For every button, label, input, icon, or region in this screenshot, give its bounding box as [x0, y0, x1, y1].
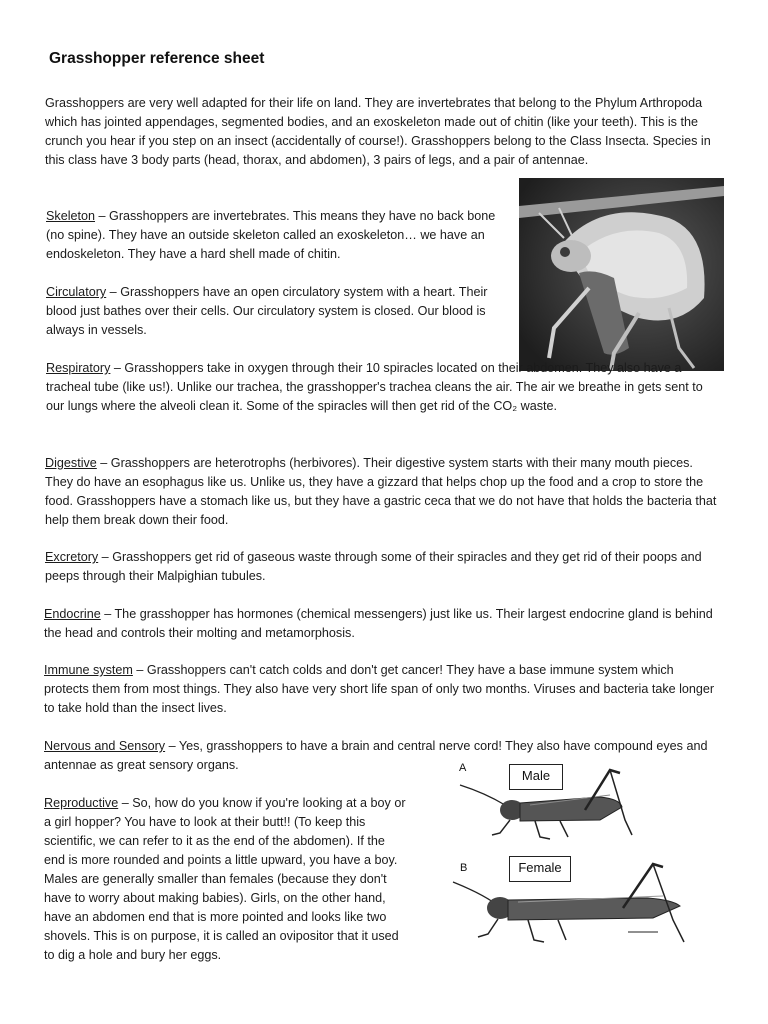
skeleton-text: – Grasshoppers are invertebrates. This means they have no back bone (no spine). They have an outside skeleton called an exoskeleton… we have an endoskeleton. They have a hard shell made of chitin.: [46, 209, 496, 261]
grasshopper-photo-icon: [519, 178, 724, 371]
female-label-box: Female: [509, 856, 571, 882]
reproductive-text: – So, how do you know if you're looking at a boy or a girl hopper? You have to look at their butt!! (To keep this scientific, we can refer to it as the end of the abdomen). If the end is more rounded and points a little upward, you have a boy. Males are generally smaller than females (because they don't have to worry about making babies). Girls, on the other hand, have an abdomen end that is more pointed and looks like two shovels. This is on purpose, it is called an ovipositor that it used to dig a hole and bury her eggs.: [44, 796, 406, 962]
excretory-paragraph: [45, 548, 717, 586]
digestive-heading: Digestive: [45, 456, 97, 470]
endocrine-paragraph: [44, 605, 716, 643]
nervous-heading: Nervous and Sensory: [44, 739, 166, 753]
grasshopper-photo: [519, 178, 724, 371]
immune-paragraph: [44, 661, 716, 718]
reproductive-heading: Reproductive: [44, 796, 119, 810]
endocrine-text: – The grasshopper has hormones (chemical messengers) just like us. Their largest endocrine gland is behind the head and controls their molting and metamorphosis.: [44, 607, 713, 640]
nervous-text: – Yes, grasshoppers to have a brain and central nerve cord! They also have compound eyes and antennae as great sensory organs.: [44, 739, 708, 772]
figure-letter-b: B: [460, 862, 468, 874]
male-label-box: Male: [509, 764, 563, 790]
respiratory-paragraph: [46, 359, 716, 416]
digestive-text: – Grasshoppers are heterotrophs (herbivores). Their digestive system starts with their many mouth pieces. They do have an esophagus like us. Unlike us, they have a gizzard that helps chop up the food and a crop to store the food. Grasshoppers have a stomach like us, but they have a gastric ceca that we do not have that holds the bacteria that help them break down their food.: [45, 456, 717, 527]
respiratory-text: – Grasshoppers take in oxygen through their 10 spiracles located on their abdomen. They also have a tracheal tube (like us!). Unlike our trachea, the grasshopper's trachea cleans the air. The air we breathe in gets sent to our lungs where the alveoli clean it. Some of the spiracles will then get rid of the CO₂ waste.: [46, 361, 703, 413]
circulatory-text: – Grasshoppers have an open circulatory system with a heart. Their blood just bathes over their cells. Our circulatory system is closed. Our blood is always in vessels.: [46, 285, 488, 337]
page-title: Grasshopper reference sheet: [49, 50, 265, 67]
male-grasshopper-drawing-icon: [450, 765, 640, 845]
circulatory-paragraph: [46, 283, 514, 340]
female-grasshopper-drawing-icon: [448, 862, 688, 947]
digestive-paragraph: [45, 454, 720, 530]
immune-text: – Grasshoppers can't catch colds and don't get cancer! They have a base immune system which protects them from most things. They also have very short life span of only two months. Viruses and bacteria take longer to take hold than the insect lives.: [44, 663, 715, 715]
excretory-text: – Grasshoppers get rid of gaseous waste through some of their spiracles and they get rid of their poops and peeps through their Malpighian tubules.: [45, 550, 702, 583]
excretory-heading: Excretory: [45, 550, 99, 564]
figure-letter-a: A: [459, 762, 467, 774]
respiratory-heading: Respiratory: [46, 361, 111, 375]
endocrine-heading: Endocrine: [44, 607, 101, 621]
skeleton-paragraph: [46, 207, 514, 264]
circulatory-heading: Circulatory: [46, 285, 107, 299]
immune-heading: Immune system: [44, 663, 133, 677]
intro-paragraph: Grasshoppers are very well adapted for their life on land. They are invertebrates that belong to the Phylum Arthropoda which has jointed appendages, segmented bodies, and an exoskeleton made out of chitin (like your teeth). This is the crunch you hear if you step on an insect (accidentally of course!). Grasshoppers belong to the Class Insecta. Species in this class have 3 body parts (head, thorax, and abdomen), 3 pairs of legs, and a pair of antennae.: [45, 96, 711, 167]
reproductive-paragraph: [44, 794, 406, 965]
skeleton-heading: Skeleton: [46, 209, 96, 223]
